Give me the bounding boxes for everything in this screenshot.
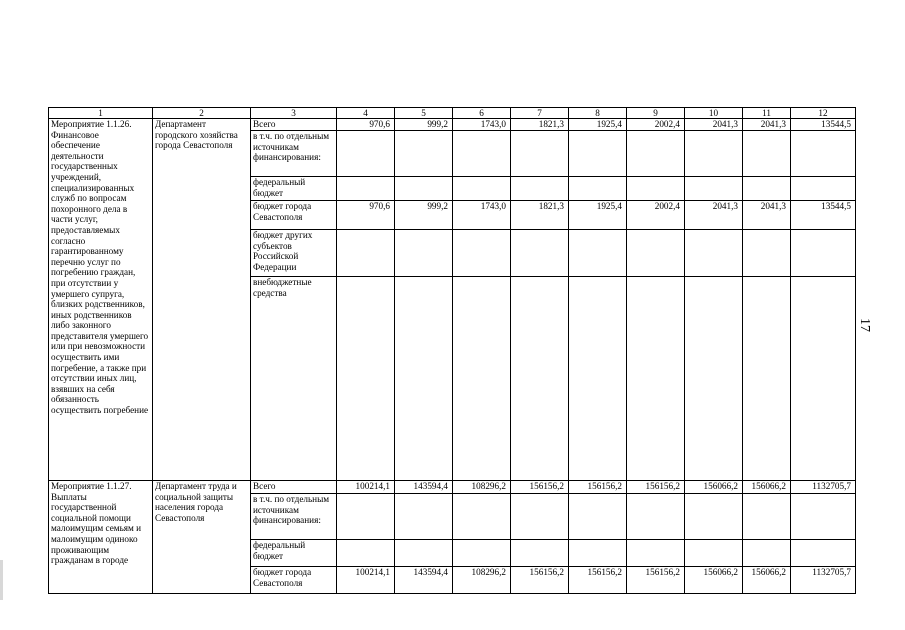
source-label: внебюджетные средства [251, 277, 337, 481]
source-label: бюджет других субъектов Российской Федерации [251, 230, 337, 277]
value-cell [627, 131, 685, 177]
value-cell: 13544,5 [791, 201, 856, 230]
value-cell [511, 131, 569, 177]
value-cell [395, 230, 453, 277]
value-cell [627, 277, 685, 481]
value-cell [743, 277, 791, 481]
value-cell [685, 131, 743, 177]
col-header: 5 [395, 108, 453, 119]
value-cell: 2041,3 [743, 201, 791, 230]
scan-edge-mark [0, 560, 3, 600]
value-cell: 156156,2 [569, 481, 627, 494]
value-cell [569, 540, 627, 567]
value-cell [569, 230, 627, 277]
value-cell: 156156,2 [627, 567, 685, 594]
value-cell [743, 540, 791, 567]
value-cell [791, 131, 856, 177]
value-cell: 156066,2 [743, 481, 791, 494]
event-cell [49, 481, 153, 594]
col-header: 1 [49, 108, 153, 119]
value-cell [569, 177, 627, 201]
value-cell [337, 540, 395, 567]
value-cell [453, 230, 511, 277]
source-label: федеральный бюджет [251, 177, 337, 201]
value-cell [685, 177, 743, 201]
value-cell: 2002,4 [627, 201, 685, 230]
col-header: 2 [153, 108, 251, 119]
value-cell: 2041,3 [685, 119, 743, 131]
value-cell: 2002,4 [627, 119, 685, 131]
source-label: в т.ч. по отдельным источникам финансирования: [251, 131, 337, 177]
value-cell: 100214,1 [337, 567, 395, 594]
source-label: бюджет города Севастополя [251, 567, 337, 594]
value-cell [337, 494, 395, 540]
event-title: Мероприятие 1.1.27. [51, 481, 132, 491]
value-cell [627, 540, 685, 567]
source-label: федеральный бюджет [251, 540, 337, 567]
value-cell [569, 494, 627, 540]
value-cell [337, 177, 395, 201]
col-header: 3 [251, 108, 337, 119]
value-cell: 2041,3 [743, 119, 791, 131]
value-cell [453, 540, 511, 567]
value-cell [627, 177, 685, 201]
table-row [49, 119, 856, 131]
source-label: в т.ч. по отдельным источникам финансирования: [251, 494, 337, 540]
value-cell [685, 540, 743, 567]
source-label: бюджет города Севастополя [251, 201, 337, 230]
value-cell: 156156,2 [569, 567, 627, 594]
value-cell: 156066,2 [743, 567, 791, 594]
value-cell [791, 277, 856, 481]
value-cell [685, 277, 743, 481]
value-cell [511, 277, 569, 481]
value-cell [743, 177, 791, 201]
source-label: Всего [251, 119, 337, 131]
value-cell: 100214,1 [337, 481, 395, 494]
col-header: 7 [511, 108, 569, 119]
col-header: 10 [685, 108, 743, 119]
source-label: Всего [251, 481, 337, 494]
value-cell [337, 277, 395, 481]
value-cell [511, 540, 569, 567]
value-cell: 143594,4 [395, 567, 453, 594]
executor-cell: Департамент городского хозяйства города Севастополя [153, 119, 251, 481]
value-cell [627, 494, 685, 540]
value-cell [791, 494, 856, 540]
col-header: 12 [791, 108, 856, 119]
event-cell [49, 119, 153, 481]
value-cell [453, 131, 511, 177]
value-cell: 156066,2 [685, 481, 743, 494]
col-header: 4 [337, 108, 395, 119]
table-body [49, 108, 856, 594]
value-cell: 970,6 [337, 119, 395, 131]
value-cell [685, 230, 743, 277]
budget-table [48, 107, 856, 594]
value-cell [337, 230, 395, 277]
value-cell: 1821,3 [511, 201, 569, 230]
value-cell [511, 177, 569, 201]
value-cell [627, 230, 685, 277]
value-cell: 1132705,7 [791, 567, 856, 594]
value-cell: 156156,2 [511, 567, 569, 594]
value-cell [569, 131, 627, 177]
value-cell: 108296,2 [453, 481, 511, 494]
header-row [49, 108, 856, 119]
table-row [49, 481, 856, 494]
col-header: 6 [453, 108, 511, 119]
value-cell: 1743,0 [453, 119, 511, 131]
col-header: 9 [627, 108, 685, 119]
value-cell: 1743,0 [453, 201, 511, 230]
value-cell: 1925,4 [569, 119, 627, 131]
value-cell [395, 540, 453, 567]
event-description: Выплаты государственной социальной помощи малоимущим семьям и малоимущим одиноко проживающим гражданам в городе [51, 491, 142, 566]
value-cell: 156156,2 [627, 481, 685, 494]
executor-cell: Департамент труда и социальной защиты населения города Севастополя [153, 481, 251, 594]
value-cell [395, 494, 453, 540]
value-cell: 156066,2 [685, 567, 743, 594]
value-cell: 999,2 [395, 119, 453, 131]
value-cell [791, 540, 856, 567]
page-number: 17 [857, 318, 872, 332]
col-header: 11 [743, 108, 791, 119]
value-cell [511, 494, 569, 540]
value-cell: 156156,2 [511, 481, 569, 494]
event-title: Мероприятие 1.1.26. [51, 119, 132, 129]
value-cell [337, 131, 395, 177]
value-cell [743, 131, 791, 177]
value-cell: 999,2 [395, 201, 453, 230]
value-cell: 970,6 [337, 201, 395, 230]
value-cell [395, 131, 453, 177]
value-cell [453, 494, 511, 540]
value-cell [685, 494, 743, 540]
value-cell: 1132705,7 [791, 481, 856, 494]
col-header: 8 [569, 108, 627, 119]
value-cell: 1925,4 [569, 201, 627, 230]
value-cell [395, 277, 453, 481]
value-cell: 143594,4 [395, 481, 453, 494]
value-cell [395, 177, 453, 201]
value-cell [791, 230, 856, 277]
value-cell [569, 277, 627, 481]
value-cell [453, 277, 511, 481]
event-description: Финансовое обеспечение деятельности государственных учреждений, специализированных служб по вопросам похоронного дела в части услуг, предоставляемых согласно гарантированному перечню услуг по погребению граждан, при отсутствии у умершего супруга, близких родственников, иных родственников либо законного представителя умершего или при невозможности осуществить ими погребение, а также при отсутствии иных лиц, взявших на себя обязанность осуществить погребение [51, 129, 149, 416]
value-cell: 13544,5 [791, 119, 856, 131]
value-cell [453, 177, 511, 201]
value-cell [791, 177, 856, 201]
value-cell [743, 494, 791, 540]
value-cell: 1821,3 [511, 119, 569, 131]
value-cell: 2041,3 [685, 201, 743, 230]
value-cell [743, 230, 791, 277]
value-cell: 108296,2 [453, 567, 511, 594]
value-cell [511, 230, 569, 277]
